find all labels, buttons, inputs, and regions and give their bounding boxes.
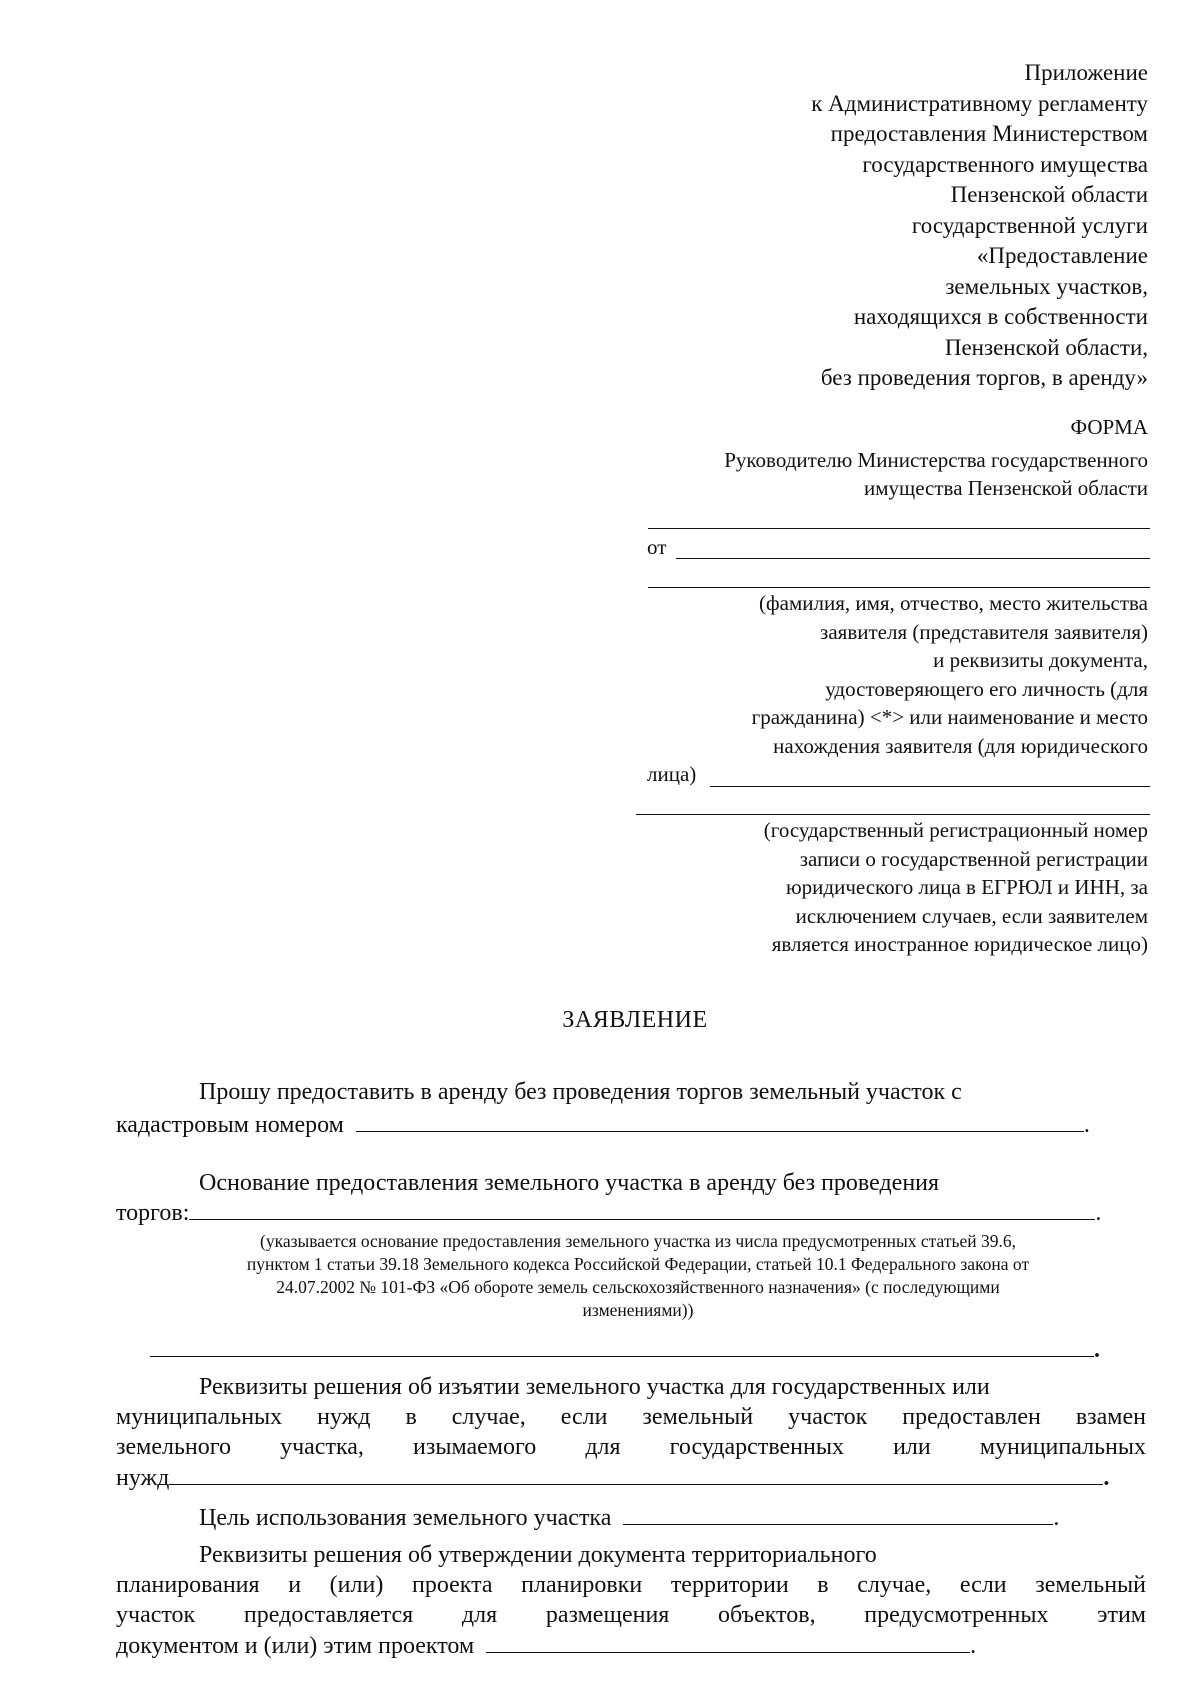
- lica-label: лица): [647, 762, 697, 786]
- basis-extra-field[interactable]: [150, 1334, 1094, 1357]
- p2-line2: [116, 1197, 1101, 1228]
- appendix-line: Пензенской области,: [944, 334, 1148, 360]
- blank-line-lica: [710, 786, 1150, 787]
- appendix-line: государственного имущества: [862, 151, 1148, 177]
- period: .: [970, 1633, 977, 1659]
- p3-line1: Реквизиты решения об изъятии земельного участка для государственных или: [199, 1374, 990, 1400]
- basis-label: торгов:: [116, 1200, 190, 1226]
- appendix-line: предоставления Министерством: [830, 121, 1148, 146]
- note-line: гражданина) <*> или наименование и место: [751, 705, 1148, 729]
- note-line: заявителя (представителя заявителя): [820, 619, 1148, 644]
- needs-label: нужд: [116, 1465, 170, 1491]
- appendix-line: Пензенской области: [950, 182, 1148, 207]
- p4-line: [199, 1502, 1059, 1533]
- note-line: и реквизиты документа,: [933, 648, 1148, 672]
- blank-line-ogrn: [636, 814, 1150, 815]
- purpose-label: Цель использования земельного участка: [199, 1505, 612, 1531]
- note-line: изменениями)): [582, 1300, 694, 1320]
- note-line: (указывается основание предоставления земельного участка из числа предусмотренных статьей 39.6,: [260, 1231, 1016, 1251]
- p3-line2: муниципальных нужд в случае, если земельный участок предоставлен взамен: [116, 1404, 1146, 1430]
- p1-line2: [116, 1109, 1090, 1140]
- basis-note: [128, 1230, 1148, 1322]
- addressee-block: [548, 446, 1148, 502]
- note-line: (государственный регистрационный номер: [763, 818, 1148, 842]
- appendix-line: находящихся в собственности: [853, 304, 1148, 329]
- p5-line1: Реквизиты решения об утверждении документа территориального: [199, 1542, 877, 1568]
- note-line: удостоверяющего его личность (для: [825, 676, 1148, 701]
- cadastral-label: кадастровым номером: [116, 1112, 344, 1138]
- cadastral-number-field[interactable]: [356, 1109, 1084, 1132]
- appendix-line: государственной услуги: [911, 212, 1148, 238]
- p2-line1: Основание предоставления земельного участка в аренду без проведения: [199, 1170, 940, 1196]
- note-line: является иностранное юридическое лицо): [771, 932, 1148, 956]
- p3-line3: земельного участка, изымаемого для государственных или муниципальных: [116, 1434, 1146, 1460]
- purpose-field[interactable]: [623, 1502, 1053, 1525]
- basis-extra-line: [150, 1334, 1100, 1365]
- note-line: записи о государственной регистрации: [799, 846, 1148, 871]
- p3-line4: [116, 1462, 1109, 1493]
- p1-line1: Прошу предоставить в аренду без проведения торгов земельный участок с: [199, 1079, 962, 1105]
- addressee-line: имущества Пензенской области: [864, 476, 1148, 500]
- blank-line-applicant: [648, 587, 1150, 588]
- p5-line2: планирования и (или) проекта планировки территории в случае, если земельный: [116, 1572, 1146, 1598]
- ogrn-note: [628, 816, 1148, 959]
- planning-label: документом и (или) этим проектом: [116, 1633, 475, 1659]
- planning-decision-field[interactable]: [486, 1630, 970, 1653]
- appendix-line: «Предоставление: [976, 243, 1148, 268]
- appendix-line: без проведения торгов, в аренду»: [820, 365, 1148, 390]
- seizure-decision-field[interactable]: [169, 1462, 1103, 1485]
- p5-line4: [116, 1630, 976, 1661]
- period: .: [1095, 1200, 1102, 1226]
- from-label: от: [647, 535, 667, 559]
- period: .: [1103, 1465, 1110, 1491]
- appendix-line: земельных участков,: [945, 273, 1148, 299]
- blank-line-from: [676, 558, 1150, 559]
- document-title: ЗАЯВЛЕНИЕ: [562, 1007, 708, 1033]
- note-line: исключением случаев, если заявителем: [795, 903, 1148, 928]
- note-line: (фамилия, имя, отчество, место жительства: [759, 591, 1148, 615]
- applicant-note: [628, 589, 1148, 760]
- note-line: нахождения заявителя (для юридического: [773, 733, 1148, 758]
- period: .: [1083, 1112, 1090, 1138]
- appendix-line: к Административному регламенту: [811, 90, 1148, 116]
- note-line: пунктом 1 статьи 39.18 Земельного кодекса Российской Федерации, статьей 10.1 Федерального закона от: [246, 1254, 1030, 1274]
- basis-field[interactable]: [189, 1197, 1095, 1220]
- blank-line-addressee: [648, 528, 1150, 529]
- note-line: 24.07.2002 № 101-ФЗ «Об обороте земель сельскохозяйственного назначения» (с последующими: [276, 1277, 1000, 1297]
- p5-line3: участок предоставляется для размещения объектов, предусмотренных этим: [116, 1602, 1146, 1628]
- period: .: [1094, 1337, 1100, 1363]
- form-label: ФОРМА: [1070, 415, 1148, 439]
- addressee-line: Руководителю Министерства государственного: [724, 448, 1148, 472]
- appendix-heading: [588, 58, 1148, 394]
- note-line: юридического лица в ЕГРЮЛ и ИНН, за: [785, 875, 1148, 899]
- appendix-line: Приложение: [1024, 60, 1148, 85]
- period: .: [1053, 1505, 1060, 1531]
